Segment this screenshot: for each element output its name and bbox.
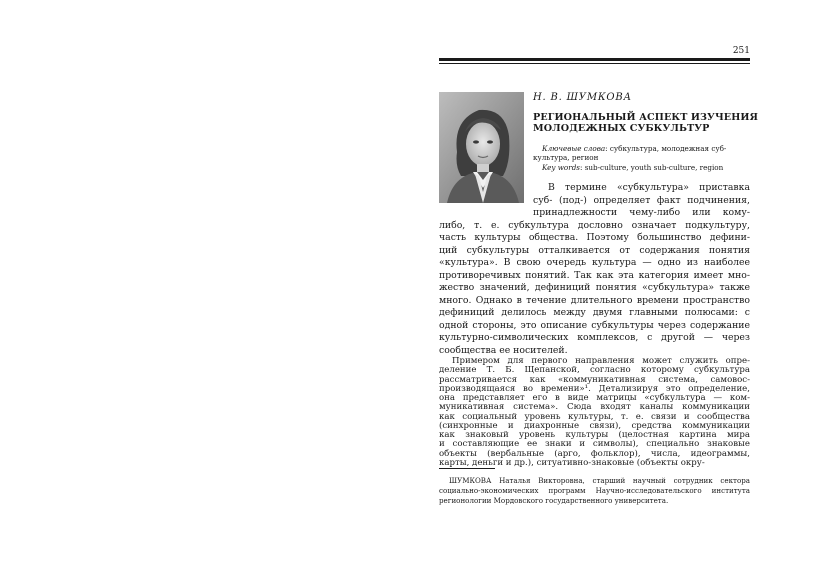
keywords-en-line: [533, 163, 751, 172]
keywords-ru-line: культура, регион: [533, 153, 599, 163]
body-line: либо, т. е. субкультура дословно означает подкультуру,: [439, 219, 750, 231]
body-line: (синхронные и диахронные связи), средства коммуникации: [439, 420, 750, 431]
body-line: В термине «субкультура» приставка: [548, 182, 750, 193]
footnote-line: регионологии Мордовского государственного университета.: [439, 496, 669, 505]
body-line: суб- (под-) определяет факт подчинения,: [533, 194, 750, 206]
article-title-line: РЕГИОНАЛЬНЫЙ АСПЕКТ ИЗУЧЕНИЯ: [533, 112, 759, 123]
article-title-line: МОЛОДЕЖНЫХ СУБКУЛЬТУР: [533, 123, 710, 134]
body-line: муникативная система». Сюда входят каналы коммуникации: [439, 402, 750, 413]
body-line: Примером для первого направления может служить опре-: [452, 356, 750, 366]
body-line: противоречивых понятий. Так как эта категория имеет мно-: [439, 269, 750, 281]
keywords-ru-label: Ключевые слова: [542, 144, 606, 153]
keywords-ru-text: : субкультура, молодежная суб-: [605, 144, 727, 153]
body-line: культурно-символических комплексов, с другой — через: [439, 332, 750, 343]
header-rule-thin: [439, 63, 750, 64]
body-line: много. Однако в течение длительного времени пространство: [439, 294, 750, 306]
header-rule-thick: [439, 58, 750, 61]
author-photo: [439, 92, 524, 203]
body-line: дефиниций делилось между двумя главными полюсами: с: [439, 307, 750, 318]
keywords-en-label: Key words: [542, 162, 580, 172]
body-line: она представляет его в виде матрицы «субкультура — ком-: [439, 393, 750, 404]
body-line: одной стороны, это описание субкультуры через содержание: [439, 319, 750, 331]
body-line: жество значений, дефиниций понятия «субкультура» также: [439, 282, 750, 293]
body-line: карты, деньги и др.), ситуативно-знаковые (объекты окру-: [439, 458, 705, 468]
body-line: ций субкультуры отталкивается от содержания понятия: [439, 244, 750, 256]
article-title: [533, 112, 759, 134]
footnote-rule: [439, 468, 495, 469]
author-name: Н. В. ШУМКОВА: [533, 92, 632, 103]
body-line: как знаковый уровень культуры (целостная картина мира: [439, 430, 750, 441]
body-line: производящаяся во времени»¹. Детализируя это определение,: [439, 383, 750, 394]
keywords-en-text: : sub-culture, youth sub-culture, region: [579, 162, 724, 172]
keywords-block: [533, 144, 751, 172]
body-line: «культура». В свою очередь культура — одно из наиболее: [439, 257, 750, 268]
body-line: часть культуры общества. Поэтому большинство дефини-: [439, 232, 750, 243]
body-line: принадлежности чему-либо или кому-: [533, 207, 750, 218]
footnote-line: ШУМКОВА Наталья Викторовна, старший научный сотрудник сектора: [449, 476, 750, 485]
page-number: 251: [732, 46, 750, 56]
body-line: деление Т. Б. Щепанской, согласно которому субкультура: [439, 365, 750, 376]
footnote: [439, 476, 750, 506]
body-line: рассматривается как «коммуникативная система, самовос-: [439, 374, 750, 385]
footnote-line: социально-экономических программ Научно-исследовательского института: [439, 486, 750, 495]
keywords-ru-line: [533, 144, 751, 153]
body-line: и составляющие ее знаки и символы), специально знаковые: [439, 439, 750, 450]
body-line: объекты (вербальные (арго, фольклор), числа, идеограммы,: [439, 448, 750, 459]
body-line: сообщества ее носителей.: [439, 344, 568, 356]
body-line: как социальный уровень культуры, т. е. связи и сообщества: [439, 411, 750, 422]
